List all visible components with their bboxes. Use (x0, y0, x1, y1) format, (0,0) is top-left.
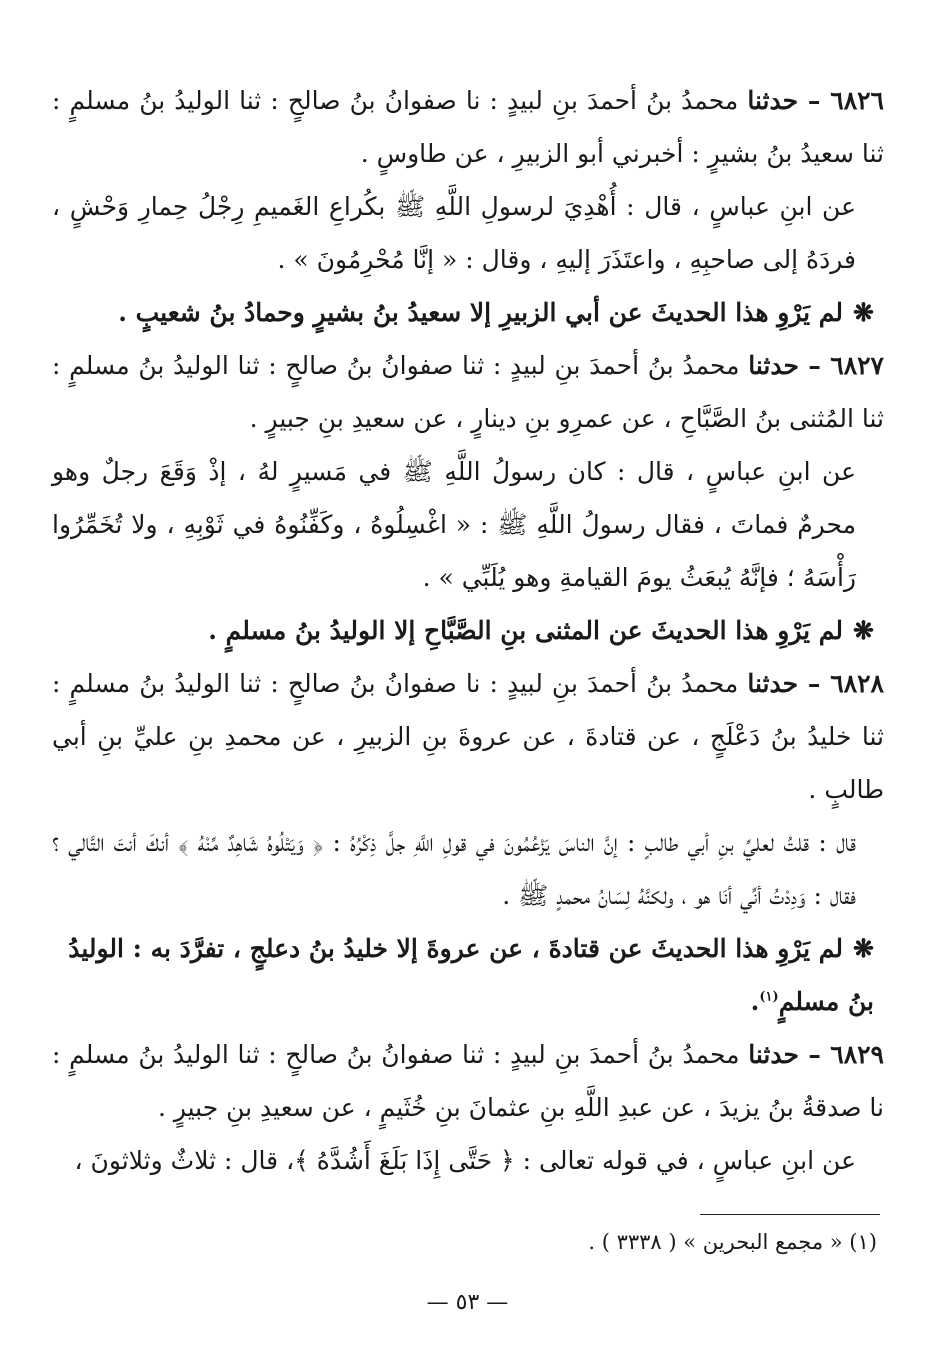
footnote-divider (700, 1214, 880, 1215)
footnote-marker: (١) (759, 989, 779, 1005)
hadith-number: ٦٨٢٧ (830, 351, 884, 380)
isnad-text: محمدُ بنُ أحمدَ بنِ لبيدٍ : ثنا صفوانُ بنُ صالحٍ : ثنا الوليدُ بنُ مسلمٍ : نا صدقةُ بنُ يزيدَ ، عن عبدِ اللَّهِ بنِ عثمانَ بنِ خُثَيمٍ ، عن سعيدِ بنِ جبيرٍ . (52, 1040, 884, 1122)
note-text: لم يَرْوِ هذا الحديثَ عن المثنى بنِ الصَّبَّاحِ إلا الوليدُ بنُ مسلمٍ . (208, 616, 844, 645)
hadith-6826-isnad (52, 74, 884, 180)
hadith-keyword: حدثنا (747, 86, 799, 115)
page-number: — ٥٣ — (426, 1290, 509, 1315)
footnote: (١) « مجمع البحرين » ( ٣٣٣٨ ) . (588, 1230, 877, 1254)
dash: – (798, 86, 831, 115)
star-icon: ❋ (853, 934, 874, 963)
hadith-6829-matn: عن ابنِ عباسٍ ، في قوله تعالى : ﴿ حَتَّى إِذَا بَلَغَ أَشُدَّهُ ﴾، قال : ثلاثٌ وثلاثونَ ، (74, 1146, 856, 1175)
hadith-6828-isnad (52, 657, 884, 816)
hadith-6828-note (52, 922, 884, 1028)
dash: – (798, 669, 831, 698)
star-icon: ❋ (853, 616, 874, 645)
hadith-keyword: حدثنا (748, 351, 799, 380)
note-end: . (750, 987, 760, 1016)
isnad-text: محمدُ بنُ أحمدَ بنِ لبيدٍ : نا صفوانُ بنُ صالحٍ : ثنا الوليدُ بنُ مسلمٍ : ثنا خليدُ بنُ دَعْلَجٍ ، عن قتادةَ ، عن عروةَ بنِ الزبيرِ ، عن محمدِ بنِ عليِّ بنِ أبي طالبٍ . (52, 669, 884, 804)
hadith-6826-note (52, 286, 884, 339)
hadith-number: ٦٨٢٦ (830, 86, 884, 115)
note-text: لم يَرْوِ هذا الحديثَ عن قتادةَ ، عن عروةَ إلا خليدُ بنُ دعلجٍ ، تفرَّدَ به : الوليدُ بنُ مسلمٍ (68, 934, 874, 1016)
isnad-text: محمدُ بنُ أحمدَ بنِ لبيدٍ : ثنا صفوانُ بنُ صالحٍ : ثنا الوليدُ بنُ مسلمٍ : ثنا المُثنى بنُ الصَّبَّاحِ ، عن عمرِو بنِ دينارٍ ، عن سعيدِ بنِ جبيرٍ . (52, 351, 884, 433)
hadith-number: ٦٨٢٨ (830, 669, 884, 698)
star-icon: ❋ (853, 298, 874, 327)
hadith-6829-isnad (52, 1028, 884, 1134)
hadith-6828-matn: قال : قلتُ لعليِّ بنِ أبي طالبٍ : إنَّ الناسَ يَزْعُمُونَ في قولِ اللَّهِ جلَّ ذِكْرُهُ : ﴿ وَيَتْلُوهُ شَاهِدٌ مِّنْهُ ﴾ أنكَ أنتَ التَّالي ؟ فقال : وَدِدْتُ أنِّي أنَا هو ، ولكنَّهُ لِسَانُ محمدٍ ﷺ . (52, 828, 856, 910)
hadith-6827-note (52, 604, 884, 657)
hadith-6827-isnad (52, 339, 884, 445)
hadith-keyword: حدثنا (748, 1040, 799, 1069)
hadith-number: ٦٨٢٩ (830, 1040, 884, 1069)
dash: – (798, 1040, 831, 1069)
hadith-6826-matn: عن ابنِ عباسٍ ، قال : أُهْدِيَ لرسولِ اللَّهِ ﷺ بكُراعِ الغَميمِ رِجْلُ حِمارِ وَحْشٍ ، فردَهُ إلى صاحبِهِ ، واعتَذَرَ إليهِ ، وقال : « إنَّا مُحْرِمُونَ » . (52, 192, 856, 274)
note-text: لم يَرْوِ هذا الحديثَ عن أبي الزبيرِ إلا سعيدُ بنُ بشيرٍ وحمادُ بنُ شعيبٍ . (118, 298, 844, 327)
hadith-keyword: حدثنا (747, 669, 799, 698)
hadith-6827-matn: عن ابنِ عباسٍ ، قال : كان رسولُ اللَّهِ ﷺ في مَسيرٍ لهُ ، إذْ وَقَعَ رجلٌ وهو محرمٌ فماتَ ، فقال رسولُ اللَّهِ ﷺ : « اغْسِلُوهُ ، وكَفِّنُوهُ في ثَوْبِهِ ، ولا تُخَمِّرُوا رَأْسَهُ ؛ فإنَّهُ يُبعَثُ يومَ القيامةِ وهو يُلَبِّي » . (52, 457, 856, 592)
isnad-text: محمدُ بنُ أحمدَ بنِ لبيدٍ : نا صفوانُ بنُ صالحٍ : ثنا الوليدُ بنُ مسلمٍ : ثنا سعيدُ بنُ بشيرٍ : أخبرني أبو الزبيرِ ، عن طاوسٍ . (52, 86, 884, 168)
page-body (52, 74, 884, 1187)
dash: – (798, 351, 831, 380)
